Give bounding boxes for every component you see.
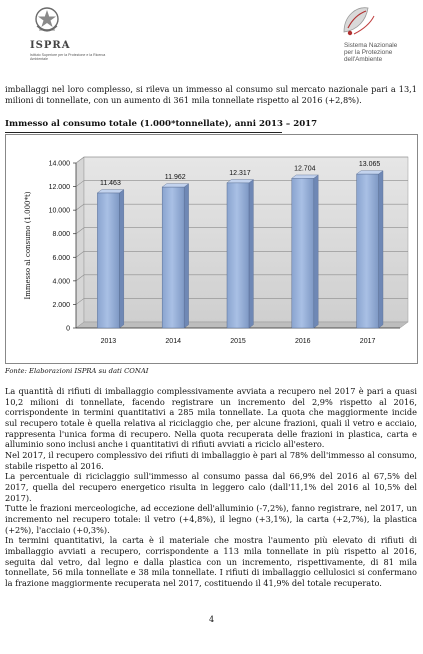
data-label: 12.317 <box>229 169 251 177</box>
bar-side <box>314 175 318 328</box>
bar-side <box>119 190 123 328</box>
italian-emblem-icon <box>34 6 60 36</box>
y-tick-label: 4.000 <box>52 278 70 286</box>
bar <box>162 187 184 328</box>
paragraph-total-recovery: Nel 2017, il recupero complessivo dei rifiuti di imballaggio è pari al 78% dell'immesso al consumo, stabile rispetto al 2016. <box>5 449 417 471</box>
x-tick-label: 2017 <box>359 338 376 345</box>
bar-top <box>292 175 318 178</box>
x-tick-label: 2016 <box>295 338 311 345</box>
ispra-subtitle: Istituto Superiore per la Protezione e la Ricerca Ambientale <box>30 53 106 62</box>
paragraph-quantities: In termini quantitativi, la carta è il materiale che mostra l'aumento più elevato di rifiuti di imballaggio avviati a recupero, corrispondente a 113 mila tonnellate in più rispetto al 2016, seguita dal vetro, dal legno e dalla plastica con un incremento, rispettivamente, di 81 mila tonnellate, 56 mila tonnellate e 38 mila tonnellate. I rifiuti di imballaggio cellulosici si confermano la frazione maggiormente recuperata nel 2017, costituendo il 41,9% del totale recuperato. <box>5 535 417 588</box>
snpa-text <box>344 42 423 63</box>
chart-container <box>5 134 418 364</box>
bar <box>227 183 249 328</box>
bar-top <box>97 190 123 193</box>
data-label: 12.704 <box>294 165 316 173</box>
body-text <box>5 386 417 588</box>
y-tick-label: 14.000 <box>48 160 70 168</box>
y-tick-label: 8.000 <box>52 231 70 239</box>
snpa-logo <box>330 2 420 66</box>
bar-side <box>249 180 253 328</box>
bar-chart <box>6 135 417 363</box>
bar-top <box>357 171 383 174</box>
y-tick-label: 10.000 <box>48 207 70 215</box>
chart-source: Fonte: Elaborazioni ISPRA su dati CONAI <box>5 367 149 375</box>
bar <box>357 174 379 328</box>
snpa-line-3: dell'Ambiente <box>344 56 383 63</box>
bar-top <box>227 180 253 183</box>
data-label: 13.065 <box>358 161 381 169</box>
data-label: 11.962 <box>164 174 186 182</box>
paragraph-fractions: Tutte le frazioni merceologiche, ad eccezione dell'alluminio (-7,2%), fanno registrare, nel 2017, un incremento nel recupero totale: il vetro (+4,8%), il legno (+3,1%), la carta (+2,7%), la plastica (+2%), l'acciaio (+0,3%). <box>5 503 417 535</box>
y-tick-label: 12.000 <box>48 184 70 192</box>
intro-paragraph: imballaggi nel loro complesso, si rileva un immesso al consumo sul mercato nazionale pari a 13,1 milioni di tonnellate, con un aumento di 361 mila tonnellate rispetto al 2016 (+2,8%). <box>5 84 417 105</box>
paragraph-recovery: La quantità di rifiuti di imballaggio complessivamente avviata a recupero nel 2017 è pari a quasi 10,2 milioni di tonnellate, facendo registrare un incremento del 2,9% rispetto al 2016, corrispondente in termini quantitativi a 285 mila tonnellate. La quota che maggiormente incide sul recupero totale è quella relativa al riciclaggio che, per alcune frazioni, quali il vetro e acciaio, rappresenta l'unica forma di recupero. Nella quota recuperata delle frazioni in plastica, carta e alluminio sono inclusi anche i quantitativi di rifiuti avviati a riciclo all'estero. <box>5 386 417 450</box>
data-label: 11.463 <box>99 179 121 187</box>
y-tick-label: 2.000 <box>52 301 70 309</box>
bar <box>292 178 314 328</box>
snpa-line-1: Sistema Nazionale <box>344 42 398 49</box>
bar <box>97 193 119 328</box>
chart-side-wall <box>76 157 84 328</box>
page-number: 4 <box>208 615 215 624</box>
snpa-line-2: per la Protezione <box>344 49 393 56</box>
x-tick-label: 2014 <box>165 338 181 345</box>
y-axis-label: Immesso al consumo (1.000*t) <box>24 191 32 300</box>
ispra-name: ISPRA <box>30 40 71 51</box>
page-header <box>0 0 423 70</box>
bar-side <box>184 184 188 328</box>
x-tick-label: 2013 <box>100 338 117 345</box>
bar-top <box>162 184 188 187</box>
bar-side <box>379 171 383 328</box>
paragraph-recycling-rate: La percentuale di riciclaggio sull'immesso al consumo passa dal 66,9% del 2016 al 67,5% del 2017, quella del recupero energetico risulta in leggero calo (dall'11,1% del 2016 al 10,5% del 2017). <box>5 471 417 503</box>
y-tick-label: 6.000 <box>52 254 70 262</box>
y-tick-label: 0 <box>66 325 70 333</box>
chart-title: Immesso al consumo totale (1.000*tonnellate), anni 2013 – 2017 <box>5 119 318 129</box>
snpa-leaf-icon <box>338 2 378 38</box>
x-tick-label: 2015 <box>230 338 246 345</box>
title-underline <box>5 132 282 133</box>
